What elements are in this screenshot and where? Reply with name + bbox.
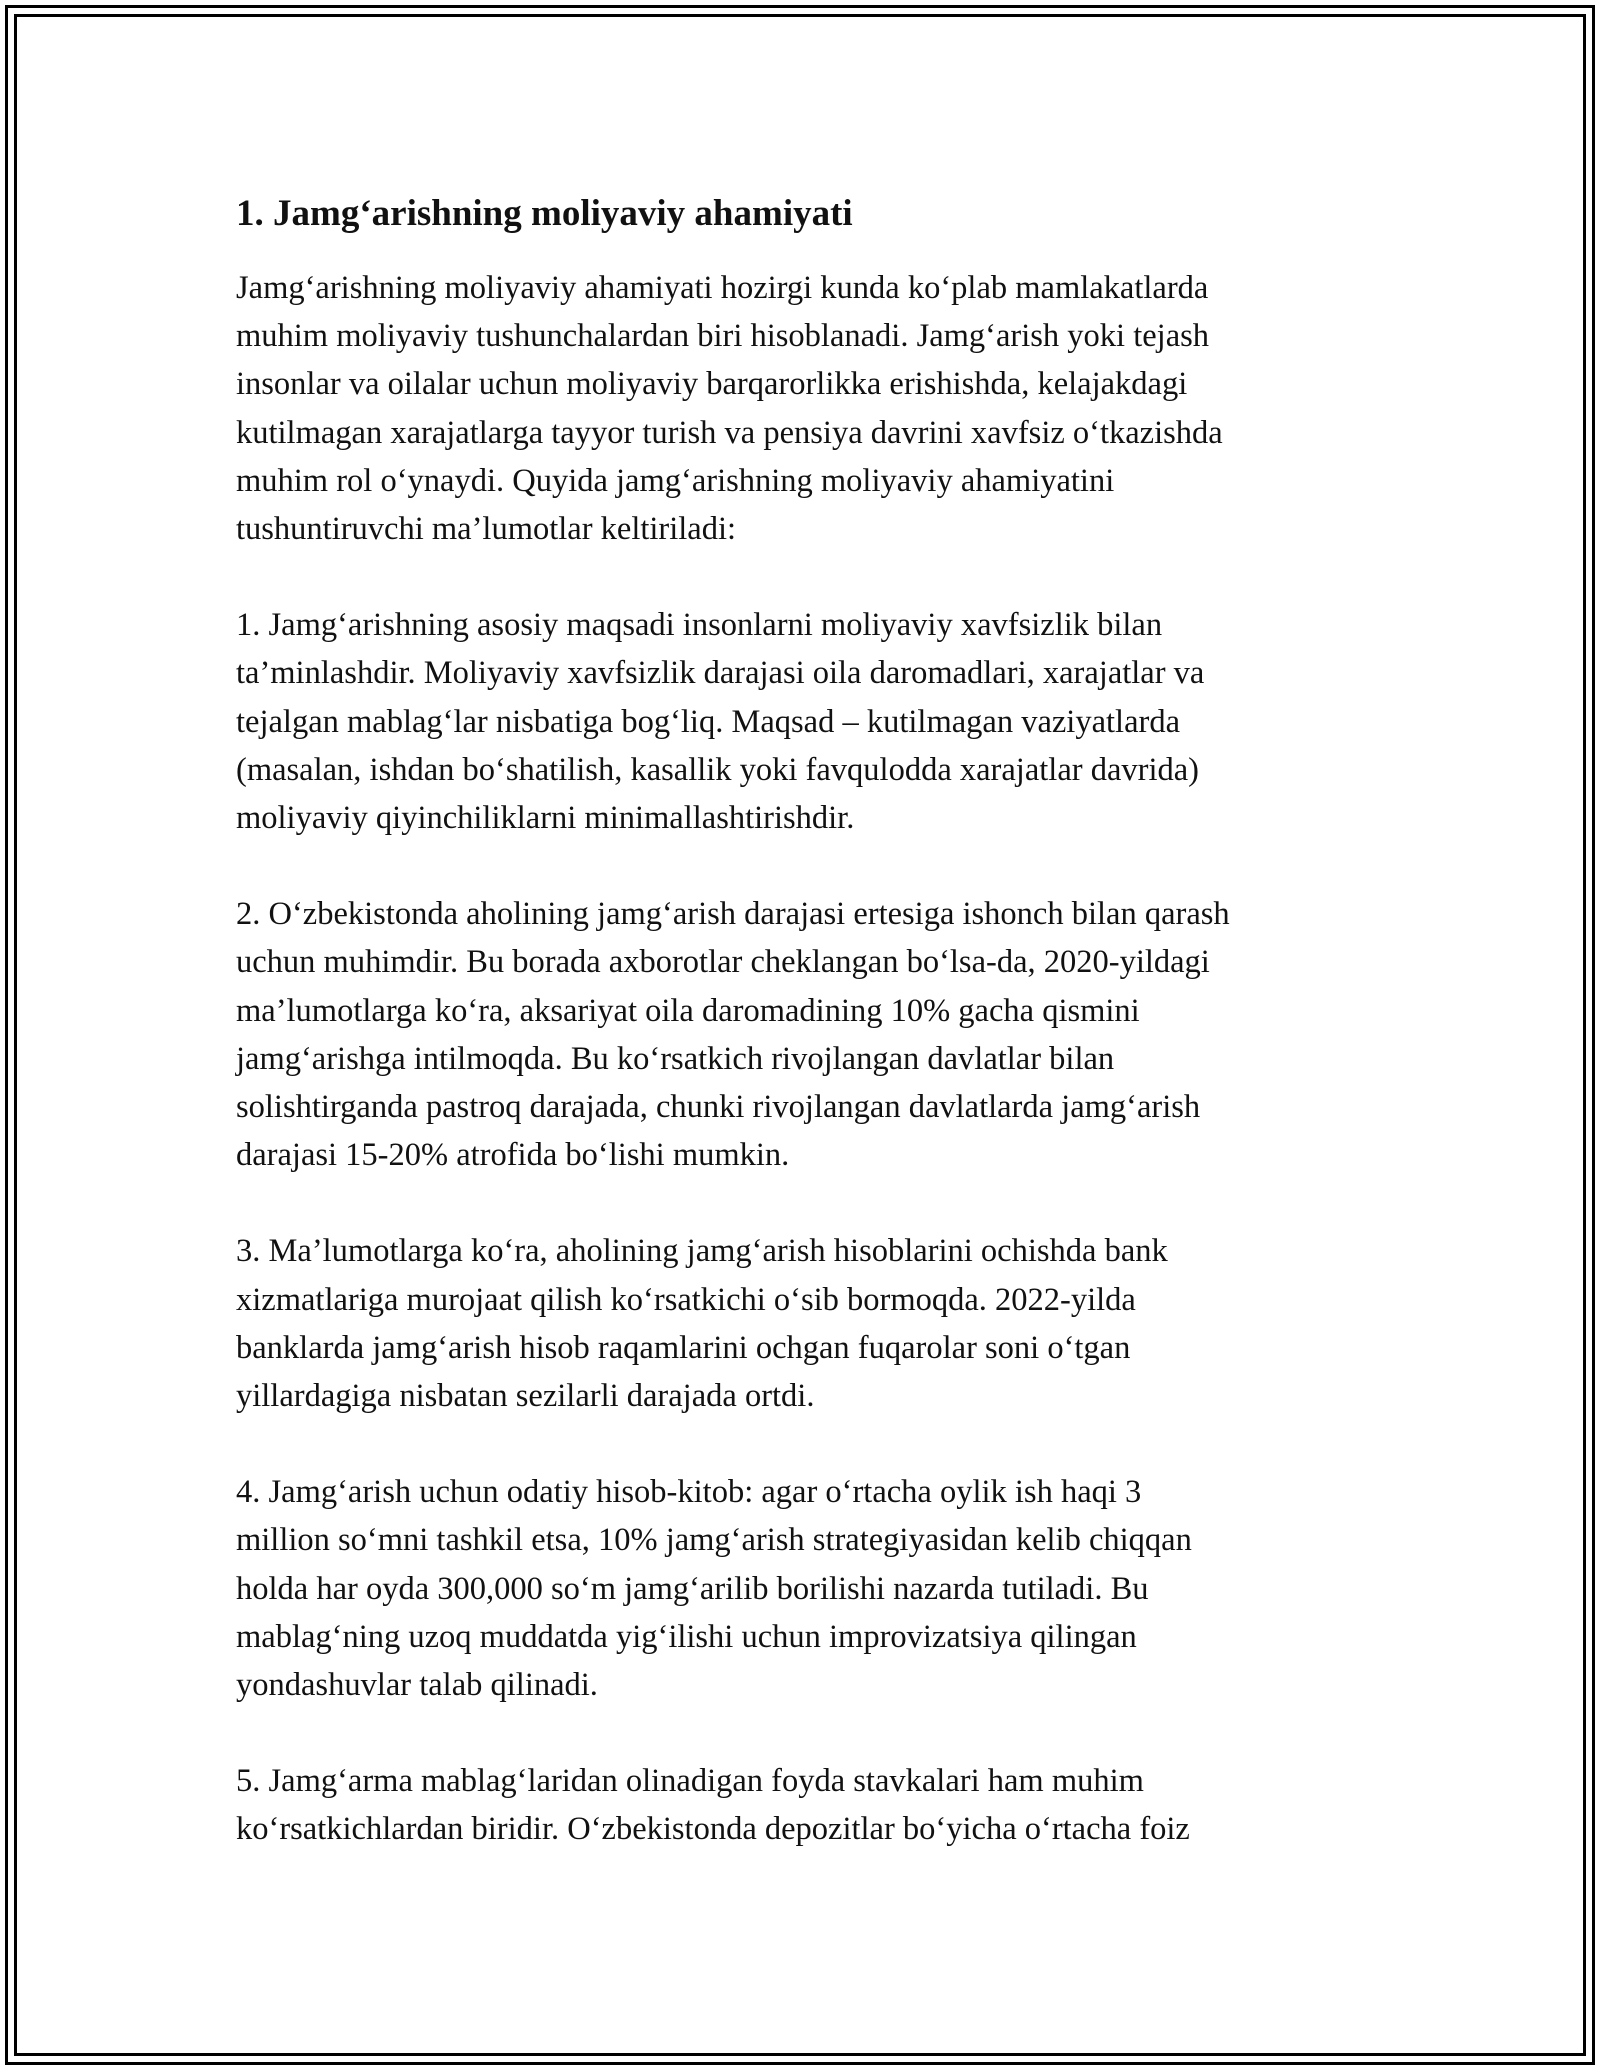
paragraph-point-5: 5. Jamg‘arma mablag‘laridan olinadigan foyda stavkalari ham muhim ko‘rsatkichlardan biridir. O‘zbekistonda depozitlar bo‘yicha o‘rtacha foiz — [236, 1763, 1190, 1848]
paragraph-intro: Jamg‘arishning moliyaviy ahamiyati hozirgi kunda ko‘plab mamlakatlarda muhim moliyaviy tushunchalardan biri hisoblanadi. Jamg‘arish yoki tejash insonlar va oilalar uchun moliyaviy barqarorlikka erishishda, kelajakdagi kutilmagan xarajatlarga tayyor turish va pensiya davrini xavfsiz o‘tkazishda muhim rol o‘ynaydi. Quyida jamg‘arishning moliyaviy ahamiyatini tushuntiruvchi ma’lumotlar keltiriladi: — [236, 270, 1223, 548]
document-body — [236, 190, 1376, 1854]
section-heading: 1. Jamg‘arishning moliyaviy ahamiyati — [236, 193, 853, 234]
paragraph-point-2: 2. O‘zbekistonda aholining jamg‘arish darajasi ertesiga ishonch bilan qarash uchun muhimdir. Bu borada axborotlar cheklangan bo‘lsa-da, 2020-yildagi ma’lumotlarga ko‘ra, aksariyat oila daromadining 10% gacha qismini jamg‘arishga intilmoqda. Bu ko‘rsatkich rivojlangan davlatlar bilan solishtirganda pastroq darajada, chunki rivojlangan davlatlarda jamg‘arish darajasi 15-20% atrofida bo‘lishi mumkin. — [236, 896, 1230, 1174]
paragraph-point-3: 3. Ma’lumotlarga ko‘ra, aholining jamg‘arish hisoblarini ochishda bank xizmatlariga murojaat qilish ko‘rsatkichi o‘sib bormoqda. 2022-yilda banklarda jamg‘arish hisob raqamlarini ochgan fuqarolar soni o‘tgan yillardagiga nisbatan sezilarli darajada ortdi. — [236, 1233, 1168, 1415]
paragraph-point-4: 4. Jamg‘arish uchun odatiy hisob-kitob: agar o‘rtacha oylik ish haqi 3 million so‘mni tashkil etsa, 10% jamg‘arish strategiyasidan kelib chiqqan holda har oyda 300,000 so‘m jamg‘arilib borilishi nazarda tutiladi. Bu mablag‘ning uzoq muddatda yig‘ilishi uchun improvizatsiya qilingan yondashuvlar talab qilinadi. — [236, 1474, 1192, 1704]
paragraph-point-1: 1. Jamg‘arishning asosiy maqsadi insonlarni moliyaviy xavfsizlik bilan ta’minlashdir. Moliyaviy xavfsizlik darajasi oila daromadlari, xarajatlar va tejalgan mablag‘lar nisbatiga bog‘liq. Maqsad – kutilmagan vaziyatlarda (masalan, ishdan bo‘shatilish, kasallik yoki favqulodda xarajatlar davrida) moliyaviy qiyinchiliklarni minimallashtirishdir. — [236, 607, 1205, 837]
